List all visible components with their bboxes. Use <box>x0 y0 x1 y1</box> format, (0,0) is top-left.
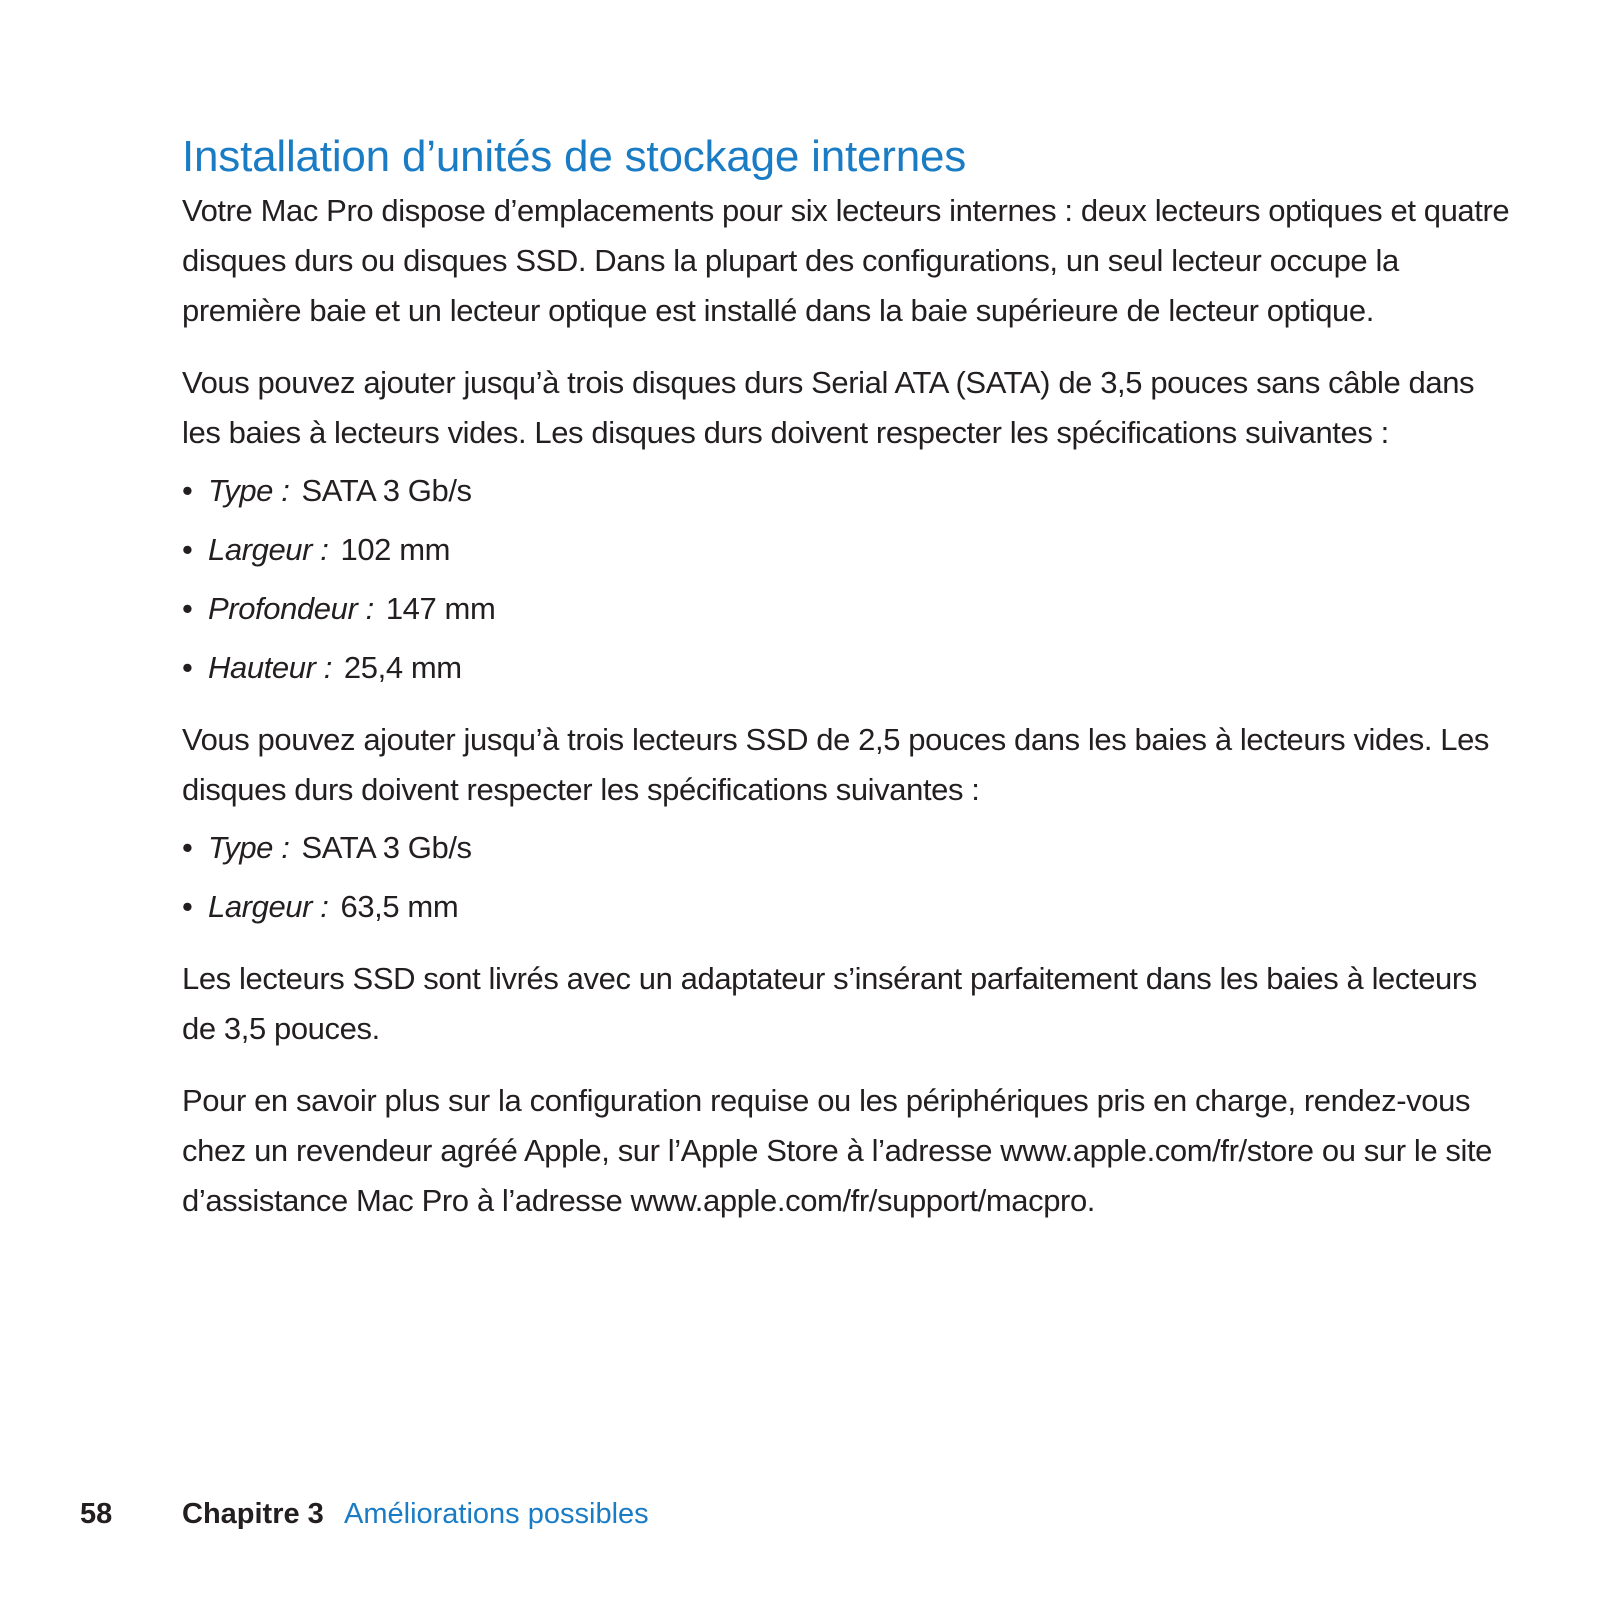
spec-label: Largeur : <box>208 532 329 567</box>
list-item <box>182 643 1512 693</box>
spec-label: Type : <box>208 473 290 508</box>
spec-value: 63,5 mm <box>340 889 459 924</box>
section-title: Installation d’unités de stockage internes <box>182 132 967 181</box>
chapter-title: Améliorations possibles <box>344 1498 649 1530</box>
bullet-icon: • <box>182 830 193 865</box>
page-number: 58 <box>80 1498 113 1530</box>
page-content <box>182 128 1512 1226</box>
spec-label: Hauteur : <box>208 650 332 685</box>
ssd-spec-list <box>182 823 1512 932</box>
list-item <box>182 584 1512 634</box>
spec-label: Type : <box>208 830 290 865</box>
intro-paragraph: Votre Mac Pro dispose d’emplacements pour six lecteurs internes : deux lecteurs optiques et quatre disques durs ou disques SSD. Dans la plupart des configurations, un seul lecteur occupe la première baie et un lecteur optique est installé dans la baie supérieure de lecteur optique. <box>182 193 1510 328</box>
adapter-paragraph: Les lecteurs SSD sont livrés avec un adaptateur s’insérant parfaitement dans les baies à lecteurs de 3,5 pouces. <box>182 961 1477 1046</box>
spec-label: Profondeur : <box>208 591 374 626</box>
hdd-spec-list <box>182 466 1512 693</box>
chapter-label: Chapitre 3 <box>182 1498 324 1530</box>
ssd-paragraph: Vous pouvez ajouter jusqu’à trois lecteurs SSD de 2,5 pouces dans les baies à lecteurs vides. Les disques durs doivent respecter les spécifications suivantes : <box>182 722 1490 807</box>
spec-value: SATA 3 Gb/s <box>301 830 472 865</box>
bullet-icon: • <box>182 473 193 508</box>
spec-label: Largeur : <box>208 889 329 924</box>
bullet-icon: • <box>182 591 193 626</box>
list-item <box>182 466 1512 516</box>
list-item <box>182 525 1512 575</box>
bullet-icon: • <box>182 650 193 685</box>
bullet-icon: • <box>182 532 193 567</box>
spec-value: SATA 3 Gb/s <box>301 473 472 508</box>
bullet-icon: • <box>182 889 193 924</box>
spec-value: 147 mm <box>385 591 496 626</box>
spec-value: 102 mm <box>340 532 451 567</box>
spec-value: 25,4 mm <box>343 650 462 685</box>
list-item <box>182 823 1512 873</box>
hdd-paragraph: Vous pouvez ajouter jusqu’à trois disques durs Serial ATA (SATA) de 3,5 pouces sans câble dans les baies à lecteurs vides. Les disques durs doivent respecter les spécifications suivantes : <box>182 365 1475 450</box>
list-item <box>182 882 1512 932</box>
more-info-paragraph: Pour en savoir plus sur la configuration requise ou les périphériques pris en charge, rendez-vous chez un revendeur agréé Apple, sur l’Apple Store à l’adresse www.apple.com/fr/store ou sur le site d’assistance Mac Pro à l’adresse www.apple.com/fr/support/macpro. <box>182 1083 1493 1218</box>
